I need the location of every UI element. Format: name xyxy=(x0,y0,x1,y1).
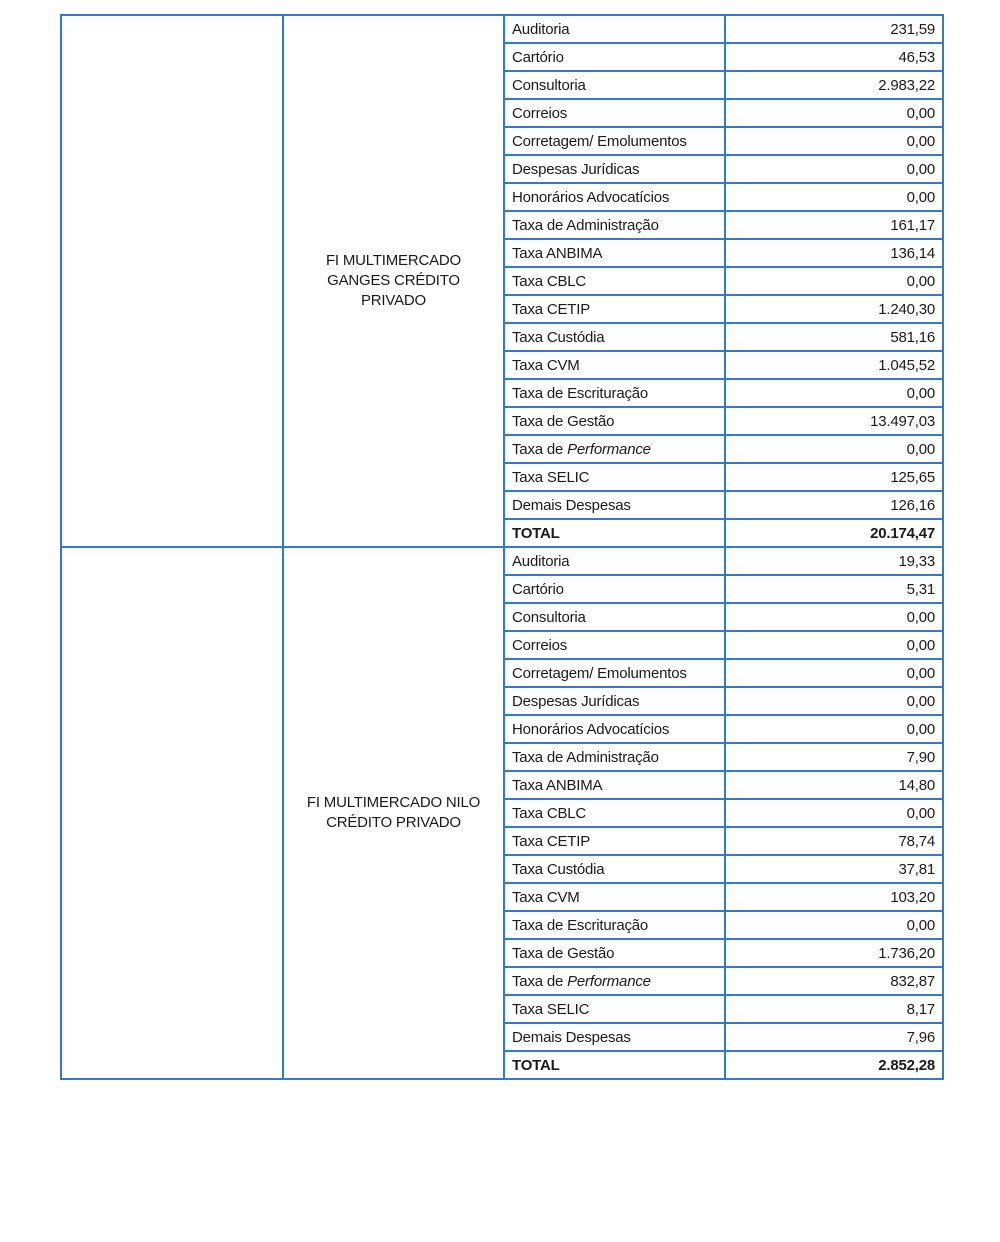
expense-label-cell xyxy=(504,99,725,127)
expense-label: Auditoria xyxy=(512,20,570,38)
expense-value: 1.045,52 xyxy=(725,351,943,379)
expense-label-cell xyxy=(504,435,725,463)
expense-label-cell xyxy=(504,71,725,99)
expense-value: 19,33 xyxy=(725,547,943,575)
fund-name-cell xyxy=(283,15,504,547)
expense-label: Taxa CBLC xyxy=(512,804,587,822)
expense-value: 0,00 xyxy=(725,267,943,295)
expense-label: Taxa de Administração xyxy=(512,748,659,766)
fund-name: FI MULTIMERCADO GANGES CRÉDITO PRIVADO xyxy=(325,252,462,309)
expense-label: Taxa CETIP xyxy=(512,300,591,318)
expense-value: 161,17 xyxy=(725,211,943,239)
expense-label-cell xyxy=(504,295,725,323)
expense-label: Taxa de Gestão xyxy=(512,944,615,962)
expense-value: 0,00 xyxy=(725,687,943,715)
expense-label-cell xyxy=(504,575,725,603)
expense-label: Corretagem/ Emolumentos xyxy=(512,664,687,682)
expense-value: 1.240,30 xyxy=(725,295,943,323)
table-row xyxy=(61,547,943,575)
expense-value: 125,65 xyxy=(725,463,943,491)
expense-value: 37,81 xyxy=(725,855,943,883)
expense-label: Taxa SELIC xyxy=(512,468,590,486)
expense-label-cell xyxy=(504,911,725,939)
expense-value: 7,90 xyxy=(725,743,943,771)
total-label: TOTAL xyxy=(504,519,725,547)
expense-label: Taxa de Escrituração xyxy=(512,916,649,934)
expense-label-cell xyxy=(504,771,725,799)
expense-value: 0,00 xyxy=(725,911,943,939)
expense-label: Taxa ANBIMA xyxy=(512,776,603,794)
expense-label: Cartório xyxy=(512,48,564,66)
expense-value: 0,00 xyxy=(725,603,943,631)
expense-value: 0,00 xyxy=(725,183,943,211)
expense-label-cell xyxy=(504,379,725,407)
expense-label-cell xyxy=(504,183,725,211)
expense-value: 0,00 xyxy=(725,127,943,155)
expense-value: 5,31 xyxy=(725,575,943,603)
expenses-table-body xyxy=(61,15,943,1079)
expense-label-italic: Performance xyxy=(567,440,651,458)
expense-value: 2.983,22 xyxy=(725,71,943,99)
expense-label: Despesas Jurídicas xyxy=(512,692,640,710)
total-value: 2.852,28 xyxy=(725,1051,943,1079)
expense-label-cell xyxy=(504,603,725,631)
expense-label: Taxa ANBIMA xyxy=(512,244,603,262)
expense-value: 832,87 xyxy=(725,967,943,995)
expense-value: 0,00 xyxy=(725,435,943,463)
expense-label-cell xyxy=(504,855,725,883)
expense-label-cell xyxy=(504,407,725,435)
expense-value: 0,00 xyxy=(725,659,943,687)
expenses-table xyxy=(60,14,944,1080)
expense-label: Honorários Advocatícios xyxy=(512,188,670,206)
expense-value: 0,00 xyxy=(725,631,943,659)
expense-value: 231,59 xyxy=(725,15,943,43)
total-label: TOTAL xyxy=(504,1051,725,1079)
expense-value: 136,14 xyxy=(725,239,943,267)
expense-label-cell xyxy=(504,15,725,43)
expense-label-cell xyxy=(504,827,725,855)
expense-label-cell xyxy=(504,995,725,1023)
empty-cell xyxy=(61,15,283,547)
expense-label: Taxa CVM xyxy=(512,356,580,374)
expense-value: 103,20 xyxy=(725,883,943,911)
expense-value: 0,00 xyxy=(725,99,943,127)
expense-label-cell xyxy=(504,687,725,715)
expense-label-cell xyxy=(504,799,725,827)
empty-cell xyxy=(61,547,283,1079)
expense-value: 7,96 xyxy=(725,1023,943,1051)
expense-label-cell xyxy=(504,155,725,183)
expense-label-cell xyxy=(504,43,725,71)
expense-value: 0,00 xyxy=(725,379,943,407)
expense-label-cell xyxy=(504,883,725,911)
expense-value: 78,74 xyxy=(725,827,943,855)
expense-label-cell xyxy=(504,631,725,659)
expense-label-cell xyxy=(504,715,725,743)
expense-label-cell xyxy=(504,239,725,267)
expense-label: Auditoria xyxy=(512,552,570,570)
expense-label-cell xyxy=(504,547,725,575)
expense-label: Taxa CBLC xyxy=(512,272,587,290)
table-row xyxy=(61,15,943,43)
expense-label: Taxa Custódia xyxy=(512,328,605,346)
expense-label-cell xyxy=(504,967,725,995)
expense-label-cell xyxy=(504,351,725,379)
expense-value: 126,16 xyxy=(725,491,943,519)
fund-name-cell xyxy=(283,547,504,1079)
expense-label: Taxa CETIP xyxy=(512,832,591,850)
expense-label: Consultoria xyxy=(512,76,586,94)
expense-value: 14,80 xyxy=(725,771,943,799)
expense-label-cell xyxy=(504,127,725,155)
expense-label: Demais Despesas xyxy=(512,496,631,514)
expense-value: 46,53 xyxy=(725,43,943,71)
expense-value: 581,16 xyxy=(725,323,943,351)
expense-label-cell xyxy=(504,323,725,351)
expense-label: Taxa Custódia xyxy=(512,860,605,878)
expense-value: 8,17 xyxy=(725,995,943,1023)
total-value: 20.174,47 xyxy=(725,519,943,547)
expense-label: Taxa de xyxy=(512,440,564,458)
expense-label: Honorários Advocatícios xyxy=(512,720,670,738)
expense-value: 0,00 xyxy=(725,155,943,183)
expense-label: Correios xyxy=(512,636,568,654)
expense-value: 13.497,03 xyxy=(725,407,943,435)
expense-label: Taxa de xyxy=(512,972,564,990)
expense-value: 1.736,20 xyxy=(725,939,943,967)
expense-label: Taxa CVM xyxy=(512,888,580,906)
expense-label: Correios xyxy=(512,104,568,122)
expense-value: 0,00 xyxy=(725,715,943,743)
expense-label: Corretagem/ Emolumentos xyxy=(512,132,687,150)
fund-name: FI MULTIMERCADO NILO CRÉDITO PRIVADO xyxy=(306,794,481,831)
expense-value: 0,00 xyxy=(725,799,943,827)
expense-label: Taxa SELIC xyxy=(512,1000,590,1018)
expense-label: Taxa de Gestão xyxy=(512,412,615,430)
expense-label: Cartório xyxy=(512,580,564,598)
expense-label-cell xyxy=(504,1023,725,1051)
expense-label-italic: Performance xyxy=(567,972,651,990)
expense-label-cell xyxy=(504,743,725,771)
expense-label-cell xyxy=(504,939,725,967)
expense-label-cell xyxy=(504,491,725,519)
expense-label-cell xyxy=(504,659,725,687)
expense-label: Taxa de Administração xyxy=(512,216,659,234)
expense-label: Demais Despesas xyxy=(512,1028,631,1046)
expense-label-cell xyxy=(504,267,725,295)
expense-label: Taxa de Escrituração xyxy=(512,384,649,402)
expense-label-cell xyxy=(504,211,725,239)
expense-label-cell xyxy=(504,463,725,491)
expense-label: Consultoria xyxy=(512,608,586,626)
expense-label: Despesas Jurídicas xyxy=(512,160,640,178)
